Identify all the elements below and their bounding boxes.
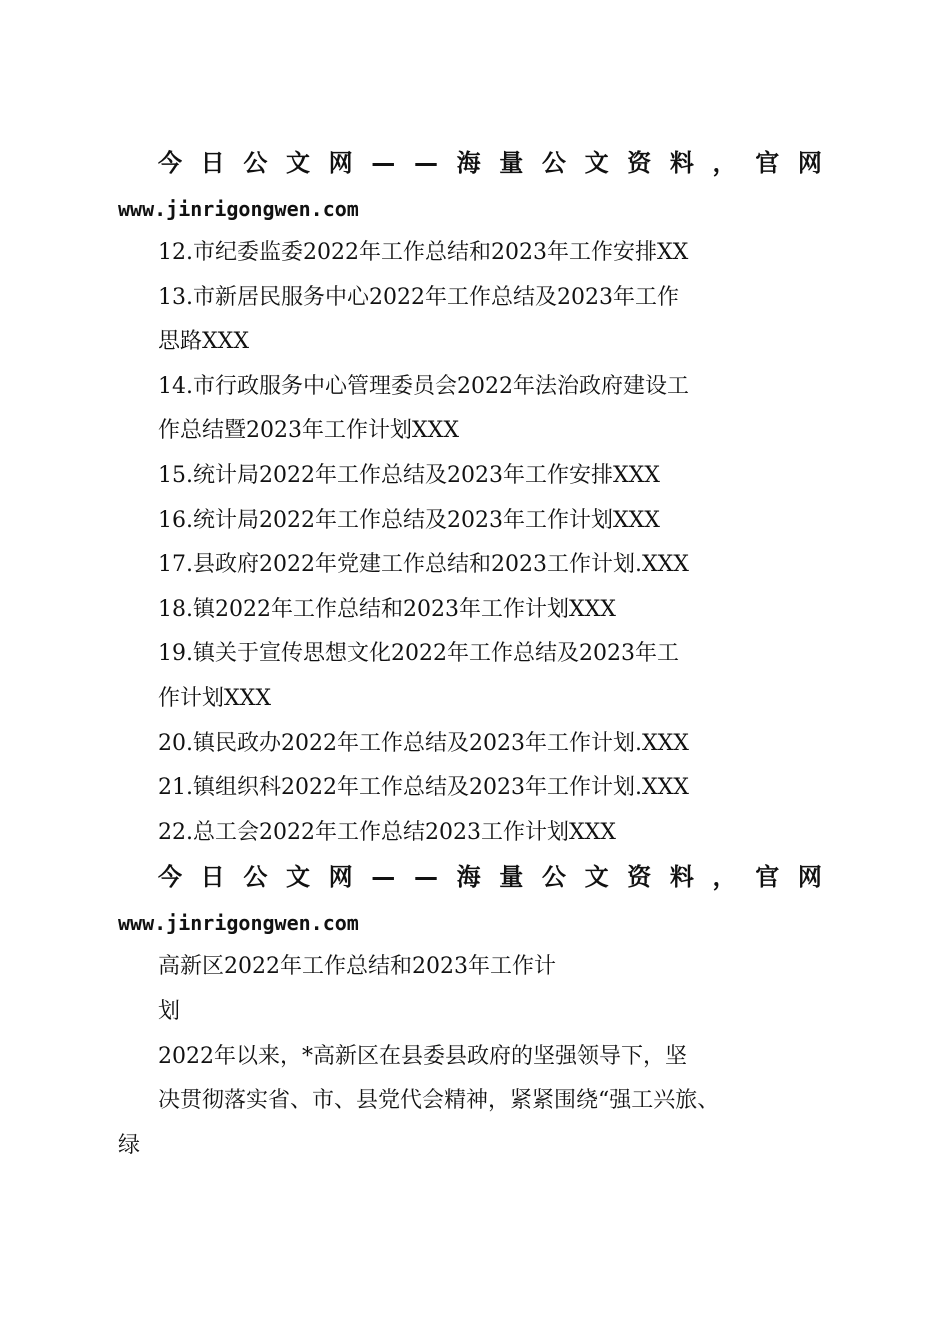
toc-line: 19.镇关于宣传思想文化2022年工作总结及2023年工 xyxy=(158,641,679,666)
footer-banner xyxy=(158,862,822,892)
header-url: www.jinrigongwen.com xyxy=(118,197,359,221)
banner-char: 网 xyxy=(328,863,353,891)
banner-char: — xyxy=(413,863,438,891)
banner-char: 网 xyxy=(797,149,822,177)
banner-char: 料 xyxy=(669,149,694,177)
toc-line: 20.镇民政办2022年工作总结及2023年工作计划.XXX xyxy=(158,731,689,756)
toc-line: 作计划XXX xyxy=(158,686,271,711)
banner-char: ， xyxy=(712,863,737,891)
banner-char: 官 xyxy=(755,149,780,177)
toc-line: 17.县政府2022年党建工作总结和2023工作计划.XXX xyxy=(158,552,689,577)
article-body-line: 决贯彻落实省、市、县党代会精神，紧紧围绕“强工兴旅、 xyxy=(158,1088,720,1113)
banner-char: 官 xyxy=(755,863,780,891)
banner-char: 今 xyxy=(158,149,182,177)
article-title-line: 划 xyxy=(158,999,181,1024)
banner-char: 今 xyxy=(158,863,182,891)
banner-char: 资 xyxy=(627,149,652,177)
article-body-line: 绿 xyxy=(118,1133,141,1158)
article-body-line: 2022年以来，*高新区在县委县政府的坚强领导下，坚 xyxy=(158,1044,687,1069)
banner-char: 量 xyxy=(499,863,524,891)
banner-char: — xyxy=(371,149,396,177)
banner-char: 量 xyxy=(499,149,524,177)
banner-char: 公 xyxy=(541,149,566,177)
banner-char: ， xyxy=(712,149,737,177)
banner-char: 文 xyxy=(584,149,609,177)
banner-char: 日 xyxy=(200,149,225,177)
banner-char: 公 xyxy=(243,863,268,891)
banner-char: — xyxy=(371,863,396,891)
banner-char: — xyxy=(413,149,438,177)
toc-line: 22.总工会2022年工作总结2023工作计划XXX xyxy=(158,820,616,845)
footer-url: www.jinrigongwen.com xyxy=(118,911,359,935)
article-title-line: 高新区2022年工作总结和2023年工作计 xyxy=(158,954,556,979)
toc-line: 14.市行政服务中心管理委员会2022年法治政府建设工 xyxy=(158,374,689,399)
toc-line: 作总结暨2023年工作计划XXX xyxy=(158,418,459,443)
header-banner xyxy=(158,148,822,178)
banner-char: 料 xyxy=(669,863,694,891)
banner-char: 文 xyxy=(285,149,310,177)
banner-char: 海 xyxy=(456,863,481,891)
toc-line: 18.镇2022年工作总结和2023年工作计划XXX xyxy=(158,597,616,622)
banner-char: 公 xyxy=(243,149,268,177)
banner-char: 日 xyxy=(200,863,225,891)
banner-char: 海 xyxy=(456,149,481,177)
toc-line: 21.镇组织科2022年工作总结及2023年工作计划.XXX xyxy=(158,775,689,800)
toc-line: 12.市纪委监委2022年工作总结和2023年工作安排XX xyxy=(158,240,689,265)
toc-line: 思路XXX xyxy=(158,329,249,354)
toc-line: 13.市新居民服务中心2022年工作总结及2023年工作 xyxy=(158,285,679,310)
banner-char: 公 xyxy=(541,863,566,891)
banner-char: 网 xyxy=(797,863,822,891)
banner-char: 文 xyxy=(584,863,609,891)
banner-char: 文 xyxy=(285,863,310,891)
toc-line: 15.统计局2022年工作总结及2023年工作安排XXX xyxy=(158,463,660,488)
banner-char: 网 xyxy=(328,149,353,177)
toc-line: 16.统计局2022年工作总结及2023年工作计划XXX xyxy=(158,508,660,533)
banner-char: 资 xyxy=(627,863,652,891)
